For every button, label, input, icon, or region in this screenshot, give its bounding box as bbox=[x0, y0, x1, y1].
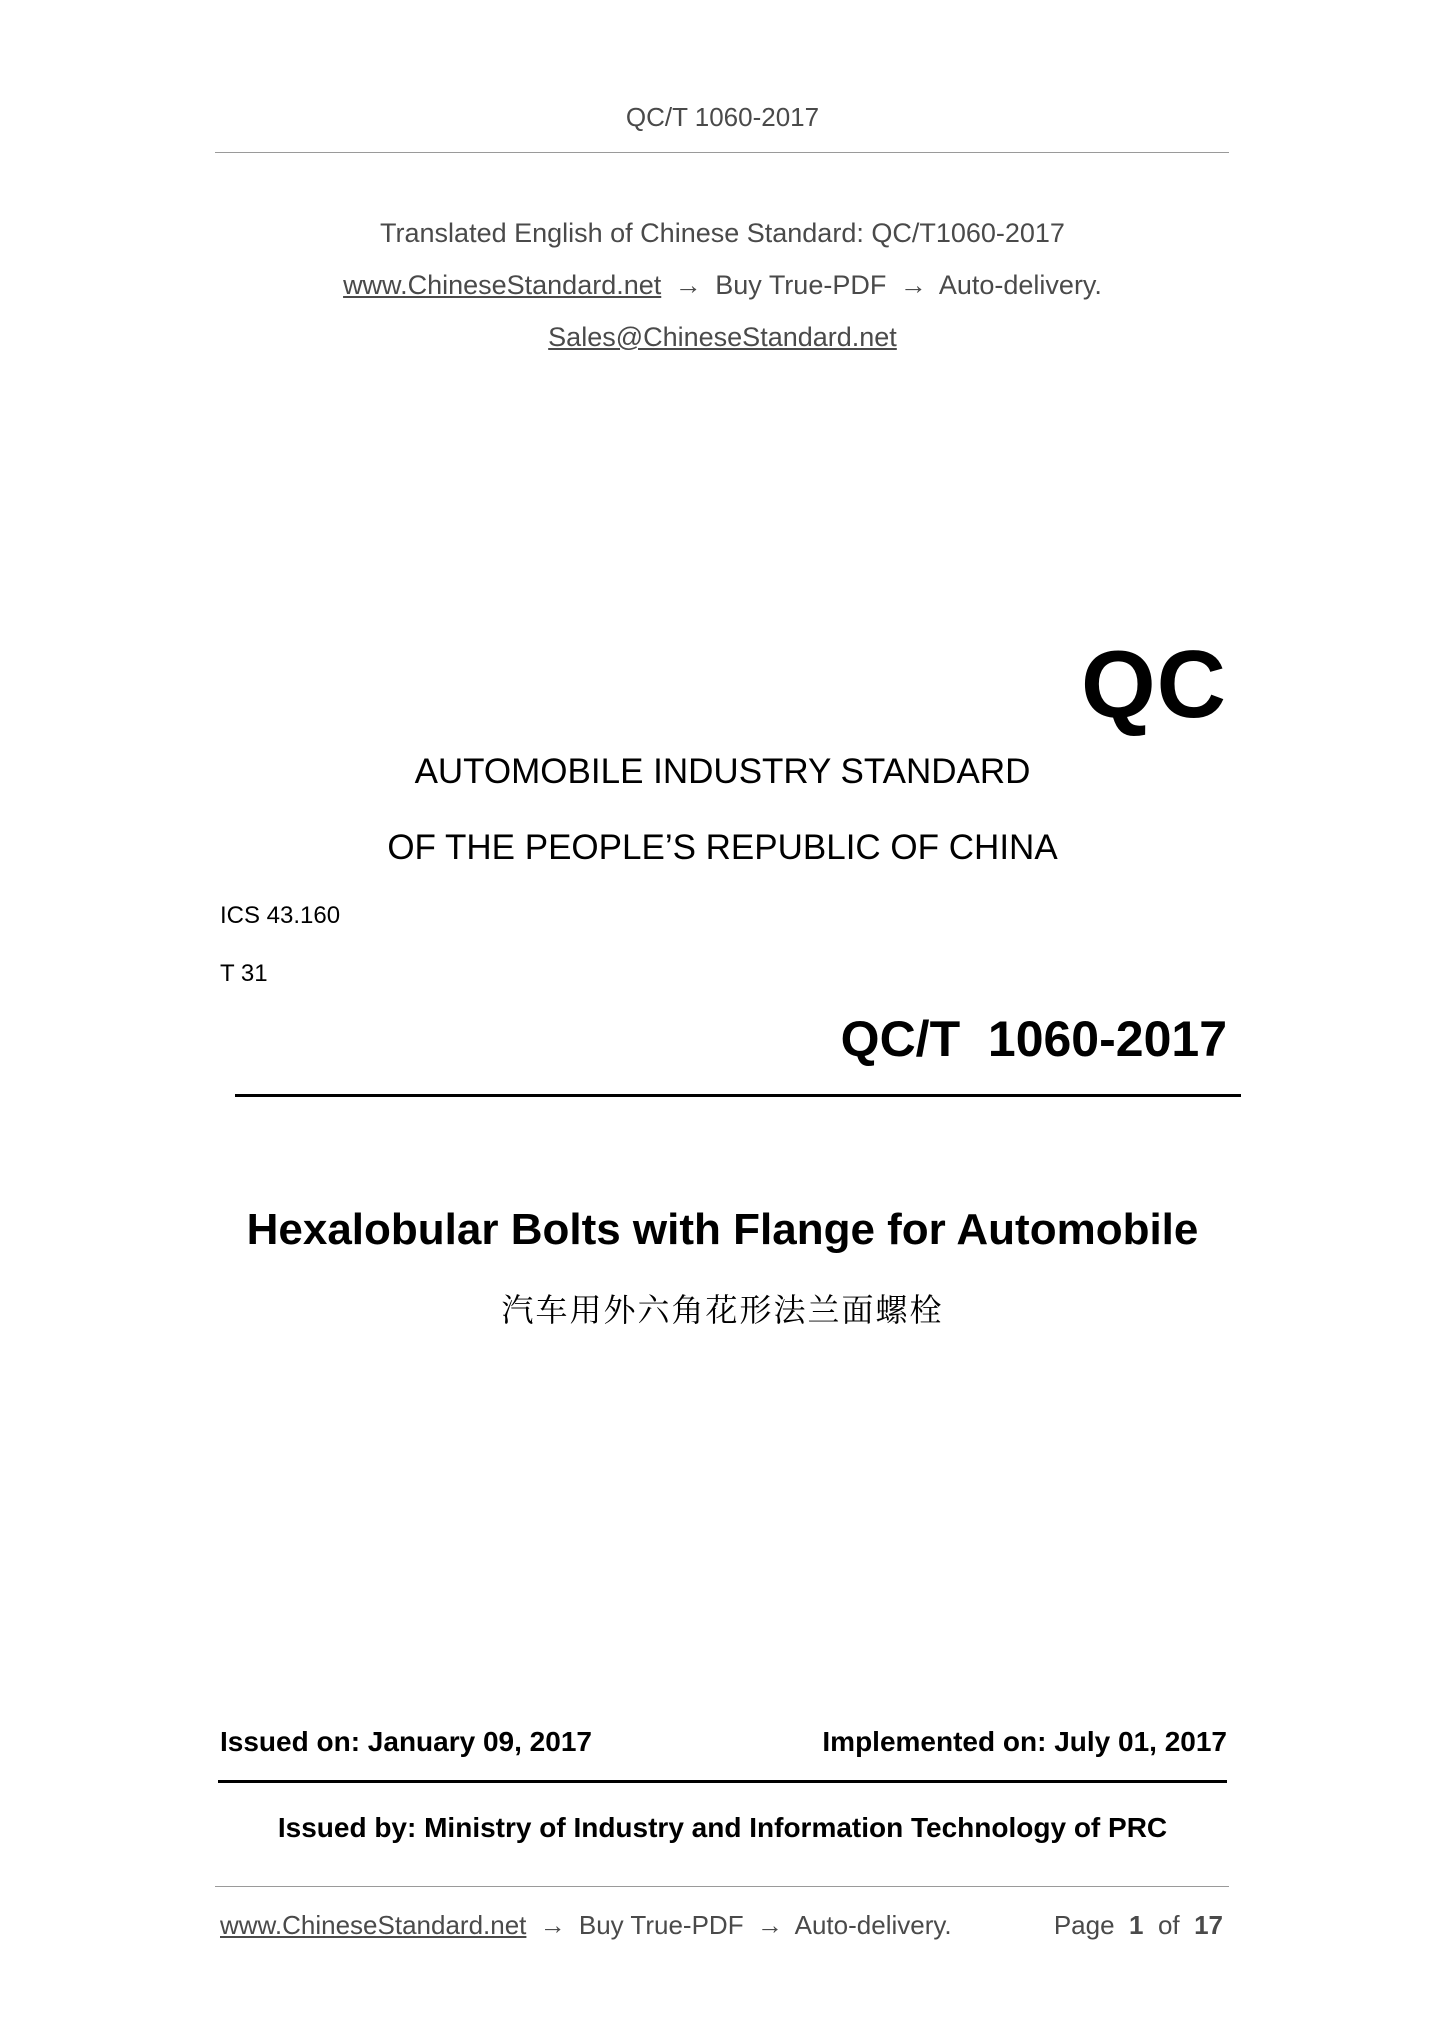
standard-type-line-1: AUTOMOBILE INDUSTRY STANDARD bbox=[414, 752, 1031, 791]
arrow-right-icon: → bbox=[899, 270, 927, 300]
sales-email-link[interactable]: Sales@ChineseStandard.net bbox=[548, 322, 897, 352]
buy-true-pdf-label: Buy True-PDF bbox=[715, 270, 887, 300]
issued-on-date: Issued on: January 09, 2017 bbox=[220, 1726, 592, 1757]
arrow-right-icon: → bbox=[756, 1910, 783, 1940]
footer-buy-label: Buy True-PDF bbox=[578, 1910, 744, 1940]
purchase-line bbox=[0, 270, 1445, 301]
page-number: 1 bbox=[1129, 1910, 1144, 1940]
footer-delivery-label: Auto-delivery. bbox=[794, 1910, 952, 1940]
page-label: Page bbox=[1053, 1910, 1115, 1940]
implemented-on-date: Implemented on: July 01, 2017 bbox=[822, 1726, 1227, 1757]
page-total: 17 bbox=[1194, 1910, 1223, 1940]
arrow-right-icon: → bbox=[539, 1910, 566, 1940]
document-title-zh: 汽车用外六角花形法兰面螺栓 bbox=[501, 1292, 944, 1328]
of-label: of bbox=[1157, 1910, 1180, 1940]
standard-number-divider bbox=[235, 1094, 1241, 1097]
translated-notice: Translated English of Chinese Standard: QC/T1060-2017 bbox=[380, 218, 1065, 248]
classification-code: T 31 bbox=[220, 960, 268, 987]
email-line bbox=[0, 322, 1445, 353]
running-header-code: QC/T 1060-2017 bbox=[625, 102, 820, 132]
ics-code: ICS 43.160 bbox=[220, 902, 341, 929]
page-indicator bbox=[1054, 1910, 1223, 1941]
dates-divider bbox=[218, 1780, 1227, 1783]
header-divider bbox=[215, 152, 1229, 153]
auto-delivery-label: Auto-delivery. bbox=[938, 270, 1102, 300]
footer-purchase-line bbox=[220, 1910, 952, 1941]
issuing-authority: Issued by: Ministry of Industry and Information Technology of PRC bbox=[277, 1812, 1168, 1843]
standard-type-line-2: OF THE PEOPLE’S REPUBLIC OF CHINA bbox=[387, 828, 1058, 867]
footer-site-link[interactable]: www.ChineseStandard.net bbox=[220, 1910, 527, 1940]
arrow-right-icon: → bbox=[674, 270, 702, 300]
document-title-en: Hexalobular Bolts with Flange for Automobile bbox=[246, 1205, 1199, 1254]
site-link[interactable]: www.ChineseStandard.net bbox=[343, 270, 662, 300]
standard-number: QC/T 1060-2017 bbox=[840, 1011, 1227, 1067]
footer-divider bbox=[215, 1886, 1229, 1887]
standard-abbreviation: QC bbox=[1081, 631, 1227, 738]
